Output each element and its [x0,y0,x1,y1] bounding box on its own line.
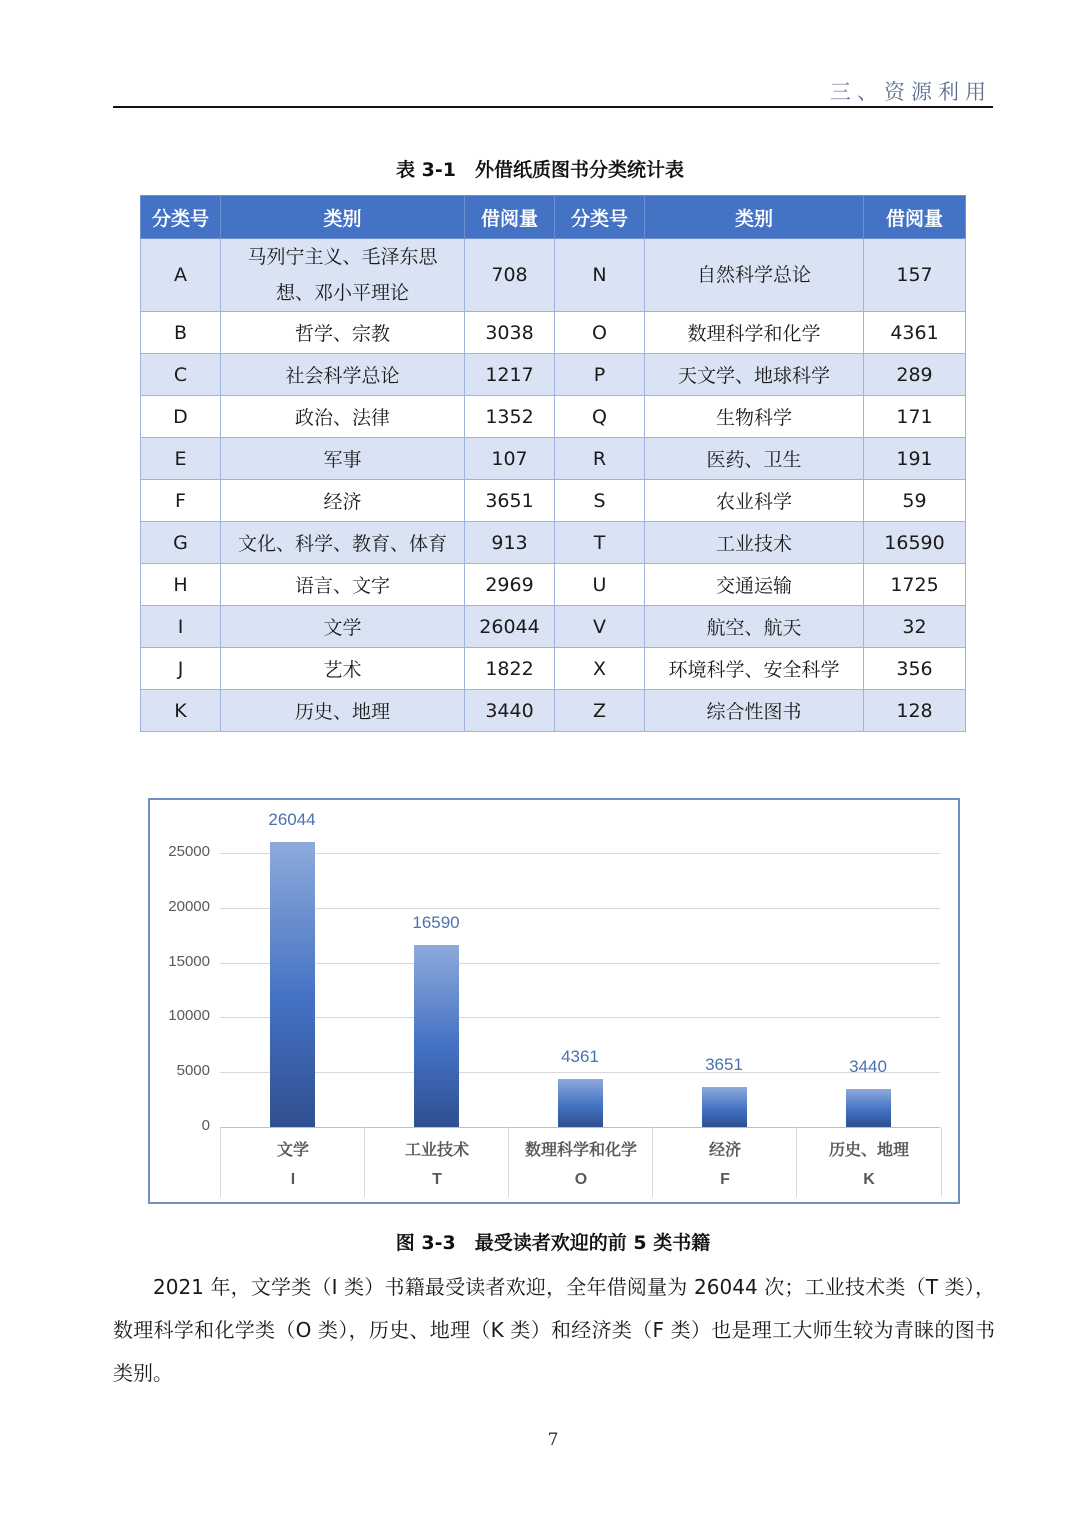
table-row [141,354,966,396]
running-header: 三、资源利用 [830,80,992,104]
data-label: 16590 [412,913,460,933]
code-cell: X [555,648,645,690]
code-cell: C [141,354,221,396]
bar [846,1089,891,1127]
classification-table [140,195,966,732]
code-cell: E [141,438,221,480]
code-cell: Z [555,690,645,732]
y-axis-tick-label: 10000 [168,1007,210,1025]
category-cell: 文化、科学、教育、体育 [221,522,465,564]
count-cell: 1822 [465,648,555,690]
y-axis-tick-label: 0 [201,1117,210,1134]
column-header: 借阅量 [465,196,555,239]
table-header-row [141,196,966,239]
count-cell: 26044 [465,606,555,648]
count-cell: 3038 [465,312,555,354]
bar [414,945,459,1127]
table-row [141,480,966,522]
category-code: O [574,1171,588,1188]
code-cell: U [555,564,645,606]
count-cell: 32 [864,606,966,648]
page-number: 7 [547,1430,559,1450]
table-row [141,606,966,648]
count-cell: 356 [864,648,966,690]
category-name: 文学 [276,1140,309,1159]
code-cell: D [141,396,221,438]
code-cell: Q [555,396,645,438]
count-cell: 191 [864,438,966,480]
gridline [220,908,940,909]
count-cell: 1725 [864,564,966,606]
table-row [141,522,966,564]
code-cell: H [141,564,221,606]
table-row [141,312,966,354]
code-cell: O [555,312,645,354]
count-cell: 3651 [465,480,555,522]
gridline [220,853,940,854]
category-code: F [720,1171,730,1188]
category-code: I [290,1171,296,1188]
code-cell: S [555,480,645,522]
category-cell: 社会科学总论 [221,354,465,396]
count-cell: 59 [864,480,966,522]
count-cell: 913 [465,522,555,564]
code-cell: R [555,438,645,480]
bar-chart [148,798,960,1204]
count-cell: 1352 [465,396,555,438]
category-code: K [863,1171,875,1188]
table-row [141,648,966,690]
x-axis-category [508,1127,653,1197]
y-axis-tick-label: 15000 [168,952,210,970]
gridline [220,1017,940,1018]
x-axis-category [796,1127,942,1197]
count-cell: 2969 [465,564,555,606]
bar [558,1079,603,1127]
category-name: 经济 [708,1140,741,1159]
bar [702,1087,747,1127]
category-cell: 农业科学 [645,480,864,522]
category-name: 历史、地理 [828,1140,909,1159]
count-cell: 3440 [465,690,555,732]
category-cell: 经济 [221,480,465,522]
category-cell: 自然科学总论 [645,239,864,312]
code-cell: I [141,606,221,648]
category-cell: 医药、卫生 [645,438,864,480]
category-cell: 航空、航天 [645,606,864,648]
code-cell: N [555,239,645,312]
table-row [141,438,966,480]
y-axis-tick-label: 5000 [176,1062,210,1080]
count-cell: 128 [864,690,966,732]
bar [270,842,315,1127]
category-cell: 工业技术 [645,522,864,564]
table-row [141,396,966,438]
data-label: 3440 [849,1057,887,1077]
data-label: 26044 [268,809,316,829]
count-cell: 4361 [864,312,966,354]
category-cell: 数理科学和化学 [645,312,864,354]
code-cell: K [141,690,221,732]
y-axis-tick-label: 25000 [168,843,210,860]
code-cell: T [555,522,645,564]
table-title: 表 3-1 外借纸质图书分类统计表 [396,159,684,181]
category-cell: 哲学、宗教 [221,312,465,354]
category-cell: 军事 [221,438,465,480]
code-cell: F [141,480,221,522]
plot-area [168,800,940,1200]
count-cell: 171 [864,396,966,438]
category-cell: 历史、地理 [221,690,465,732]
category-cell: 交通运输 [645,564,864,606]
count-cell: 708 [465,239,555,312]
table-row [141,690,966,732]
category-cell: 综合性图书 [645,690,864,732]
x-axis-category [220,1127,365,1197]
count-cell: 16590 [864,522,966,564]
category-cell: 生物科学 [645,396,864,438]
data-label: 3651 [705,1054,743,1074]
code-cell: B [141,312,221,354]
column-header: 类别 [221,196,465,239]
code-cell: P [555,354,645,396]
category-name: 工业技术 [404,1140,469,1159]
category-cell: 语言、文字 [221,564,465,606]
code-cell: G [141,522,221,564]
column-header: 类别 [645,196,864,239]
count-cell: 289 [864,354,966,396]
code-cell: J [141,648,221,690]
column-header: 分类号 [555,196,645,239]
category-code: T [432,1171,442,1188]
count-cell: 1217 [465,354,555,396]
category-cell: 文学 [221,606,465,648]
count-cell: 157 [864,239,966,312]
category-name: 数理科学和化学 [524,1140,637,1159]
code-cell: V [555,606,645,648]
count-cell: 107 [465,438,555,480]
figure-caption: 图 3-3 最受读者欢迎的前 5 类书籍 [395,1232,711,1254]
code-cell: A [141,239,221,312]
category-cell: 艺术 [221,648,465,690]
table-row [141,564,966,606]
column-header: 借阅量 [864,196,966,239]
category-cell: 天文学、地球科学 [645,354,864,396]
gridline [220,963,940,964]
x-axis-category [652,1127,797,1197]
category-cell: 马列宁主义、毛泽东思想、邓小平理论 [221,239,465,312]
category-cell: 环境科学、安全科学 [645,648,864,690]
category-cell: 政治、法律 [221,396,465,438]
data-label: 4361 [561,1047,599,1067]
header-rule [113,106,993,108]
y-axis-tick-label: 20000 [168,897,210,915]
table-row [141,239,966,312]
column-header: 分类号 [141,196,221,239]
body-paragraph: 2021 年，文学类（I 类）书籍最受读者欢迎，全年借阅量为 26044 次；工业技术类（T 类），数理科学和化学类（O 类），历史、地理（K 类）和经济类（F 类）也是理工大师生较为青睐的图书类别。 [113,1275,995,1385]
x-axis-category [364,1127,509,1197]
